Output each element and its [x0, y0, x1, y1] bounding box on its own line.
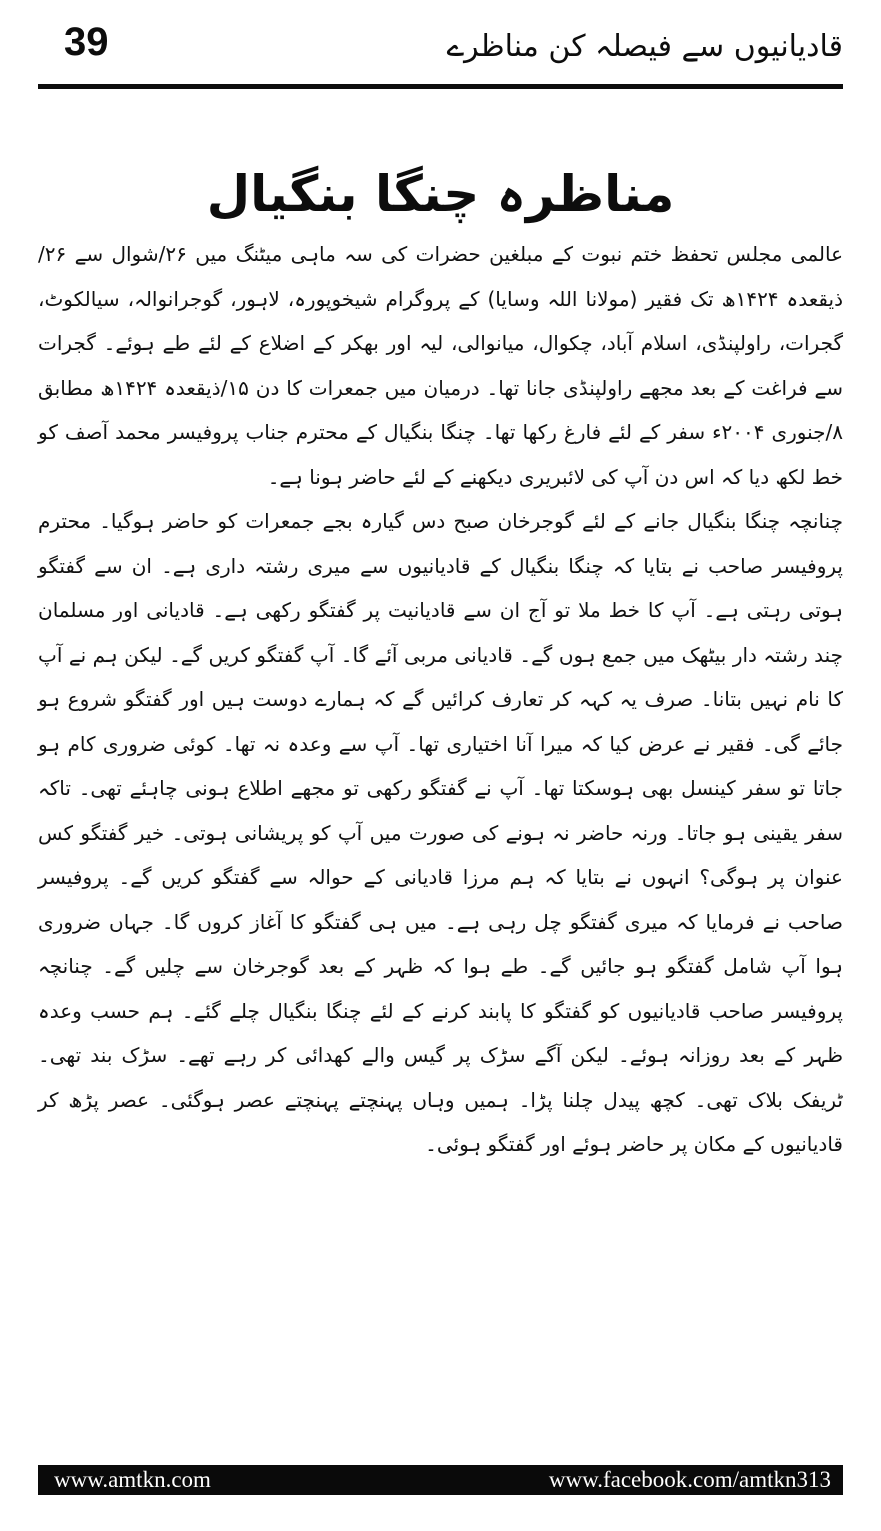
footer-bar — [38, 1465, 843, 1495]
paragraph-2: چنانچہ چنگا بنگیال جانے کے لئے گوجرخان صبح دس گیارہ بجے جمعرات کو حاضر ہوگیا۔ محترم پروفیسر صاحب نے بتایا کہ چنگا بنگیال کے قادیانیوں سے میری رشتہ داری ہے۔ ان سے گفتگو ہوتی رہتی ہے۔ آپ کا خط ملا تو آج ان سے قادیانیت پر گفتگو رکھی ہے۔ قادیانی اور مسلمان چند رشتہ دار بیٹھک میں جمع ہوں گے۔ قادیانی مربی آئے گا۔ آپ گفتگو کریں گے۔ لیکن ہم نے آپ کا نام نہیں بتانا۔ صرف یہ کہہ کر تعارف کرائیں گے کہ ہمارے دوست ہیں اور گفتگو شروع ہو جائے گی۔ فقیر نے عرض کیا کہ میرا آنا اختیاری تھا۔ آپ سے وعدہ نہ تھا۔ کوئی ضروری کام ہو جاتا تو سفر کینسل بھی ہوسکتا تھا۔ آپ نے گفتگو رکھی تو مجھے اطلاع ہونی چاہئے تھی۔ تاکہ سفر یقینی ہو جاتا۔ ورنہ حاضر نہ ہونے کی صورت میں آپ کو پریشانی ہوتی۔ خیر گفتگو کس عنوان پر ہوگی؟ انہوں نے بتایا کہ ہم مرزا قادیانی کے حوالہ سے گفتگو کریں گے۔ پروفیسر صاحب نے فرمایا کہ میری گفتگو چل رہی ہے۔ میں ہی گفتگو کا آغاز کروں گا۔ جہاں ضروری ہوا آپ شامل گفتگو ہو جائیں گے۔ طے ہوا کہ ظہر کے بعد گوجرخان سے چلیں گے۔ چنانچہ پروفیسر صاحب قادیانیوں کو گفتگو کا پابند کرنے کے لئے چنگا بنگیال چلے گئے۔ ہم حسب وعدہ ظہر کے بعد روزانہ ہوئے۔ لیکن آگے سڑک پر گیس والے کھدائی کر رہے تھے۔ سڑک بند تھی۔ ٹریفک بلاک تھی۔ کچھ پیدل چلنا پڑا۔ ہمیں وہاں پہنچتے پہنچتے عصر ہوگئی۔ عصر پڑھ کر قادیانیوں کے مکان پر حاضر ہوئے اور گفتگو ہوئی۔ — [38, 509, 844, 1156]
header-divider — [38, 84, 843, 89]
body-text — [38, 232, 843, 1167]
chapter-title: مناظرہ چنگا بنگیال — [206, 164, 675, 223]
page-number: 39 — [64, 20, 109, 64]
footer-facebook-link[interactable]: www.facebook.com/amtkn313 — [548, 1467, 831, 1492]
footer-website-link[interactable]: www.amtkn.com — [54, 1467, 211, 1492]
running-header-title: قادیانیوں سے فیصلہ کن مناظرے — [446, 29, 843, 64]
paragraph-1: عالمی مجلس تحفظ ختم نبوت کے مبلغین حضرات کی سہ ماہی میٹنگ میں ۲۶/شوال سے ۲۶/ذیقعدہ ۱۴۲۴ھ تک فقیر (مولانا اللہ وسایا) کے پروگرام شیخوپورہ، لاہور، گوجرانوالہ، سیالکوٹ، گجرات، راولپنڈی، اسلام آباد، چکوال، میانوالی، لیہ اور بھکر کے اضلاع کے لئے طے ہوئے۔ گجرات سے فراغت کے بعد مجھے راولپنڈی جانا تھا۔ درمیان میں جمعرات کا دن ۱۵/ذیقعدہ ۱۴۲۴ھ مطابق ۸/جنوری ۲۰۰۴ء سفر کے لئے فارغ رکھا تھا۔ چنگا بنگیال کے محترم جناب پروفیسر محمد آصف کو خط لکھ دیا کہ اس دن آپ کی لائبریری دیکھنے کے لئے حاضر ہونا ہے۔ — [38, 242, 844, 489]
